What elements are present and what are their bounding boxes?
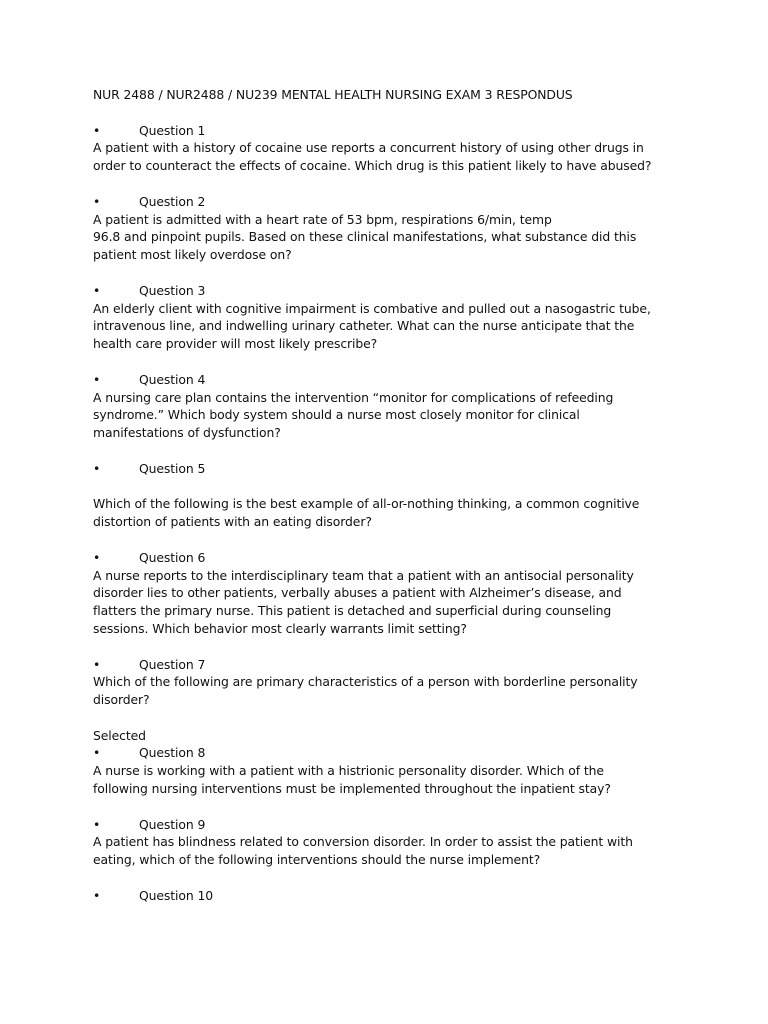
question-text: Which of the following are primary characteristics of a person with borderline personality disorder?	[93, 674, 638, 708]
question-header	[93, 816, 693, 834]
question-6	[93, 549, 693, 638]
question-5	[93, 460, 693, 531]
question-text: A patient with a history of cocaine use reports a concurrent history of using other drugs in order to counteract the effects of cocaine. Which drug is this patient likely to have abused?	[93, 140, 652, 174]
bullet-icon: •	[93, 460, 101, 476]
question-header	[93, 122, 693, 140]
question-label: Question 7	[139, 656, 206, 672]
question-8	[93, 744, 693, 797]
bullet-icon: •	[93, 816, 101, 832]
bullet-icon: •	[93, 745, 101, 761]
question-label: Question 6	[139, 549, 206, 565]
question-10	[93, 887, 693, 905]
selected-label: Selected	[93, 727, 146, 743]
bullet-icon: •	[93, 549, 101, 565]
question-label: Question 3	[139, 282, 206, 298]
question-3	[93, 282, 693, 353]
document-title: NUR 2488 / NUR2488 / NU239 MENTAL HEALTH NURSING EXAM 3 RESPONDUS	[93, 87, 573, 102]
question-text: A patient is admitted with a heart rate of 53 bpm, respirations 6/min, temp 96.8 and pinpoint pupils. Based on these clinical manifestations, what substance did this patient most likely overdose on?	[93, 211, 637, 263]
question-text: A nurse is working with a patient with a histrionic personality disorder. Which of the following nursing interventions must be implemented throughout the inpatient stay?	[93, 763, 611, 797]
question-9	[93, 816, 693, 869]
question-text: A nursing care plan contains the intervention “monitor for complications of refeeding syndrome.” Which body system should a nurse most closely monitor for clinical manifestations of dysfunction?	[93, 389, 614, 441]
bullet-icon: •	[93, 193, 101, 209]
bullet-icon: •	[93, 887, 101, 903]
question-text: An elderly client with cognitive impairment is combative and pulled out a nasogastric tube, intravenous line, and indwelling urinary catheter. What can the nurse anticipate that the health care provider will most likely prescribe?	[93, 300, 651, 352]
question-header	[93, 549, 693, 567]
blank-line	[93, 478, 693, 496]
question-label: Question 10	[139, 887, 214, 903]
question-header	[93, 887, 693, 905]
question-header	[93, 371, 693, 389]
bullet-icon: •	[93, 371, 101, 387]
question-text: A nurse reports to the interdisciplinary team that a patient with an antisocial personality disorder lies to other patients, verbally abuses a patient with Alzheimer’s disease, and flatters the primary nurse. This patient is detached and superficial during counseling sessions. Which behavior most clearly warrants limit setting?	[93, 567, 634, 636]
question-label: Question 1	[139, 122, 206, 138]
question-2	[93, 193, 693, 264]
question-4	[93, 371, 693, 442]
question-label: Question 2	[139, 193, 206, 209]
question-1	[93, 122, 693, 175]
question-label: Question 9	[139, 816, 206, 832]
question-header	[93, 282, 693, 300]
question-header	[93, 744, 693, 762]
question-header	[93, 460, 693, 478]
question-label: Question 8	[139, 745, 206, 761]
question-text: A patient has blindness related to conversion disorder. In order to assist the patient with eating, which of the following interventions should the nurse implement?	[93, 834, 633, 868]
question-label: Question 4	[139, 371, 206, 387]
question-header	[93, 656, 693, 674]
bullet-icon: •	[93, 656, 101, 672]
question-header	[93, 193, 693, 211]
bullet-icon: •	[93, 282, 101, 298]
document-content	[93, 86, 693, 922]
question-label: Question 5	[139, 460, 206, 476]
question-text: Which of the following is the best example of all-or-nothing thinking, a common cognitive distortion of patients with an eating disorder?	[93, 496, 640, 530]
bullet-icon: •	[93, 122, 101, 138]
question-7	[93, 656, 693, 709]
